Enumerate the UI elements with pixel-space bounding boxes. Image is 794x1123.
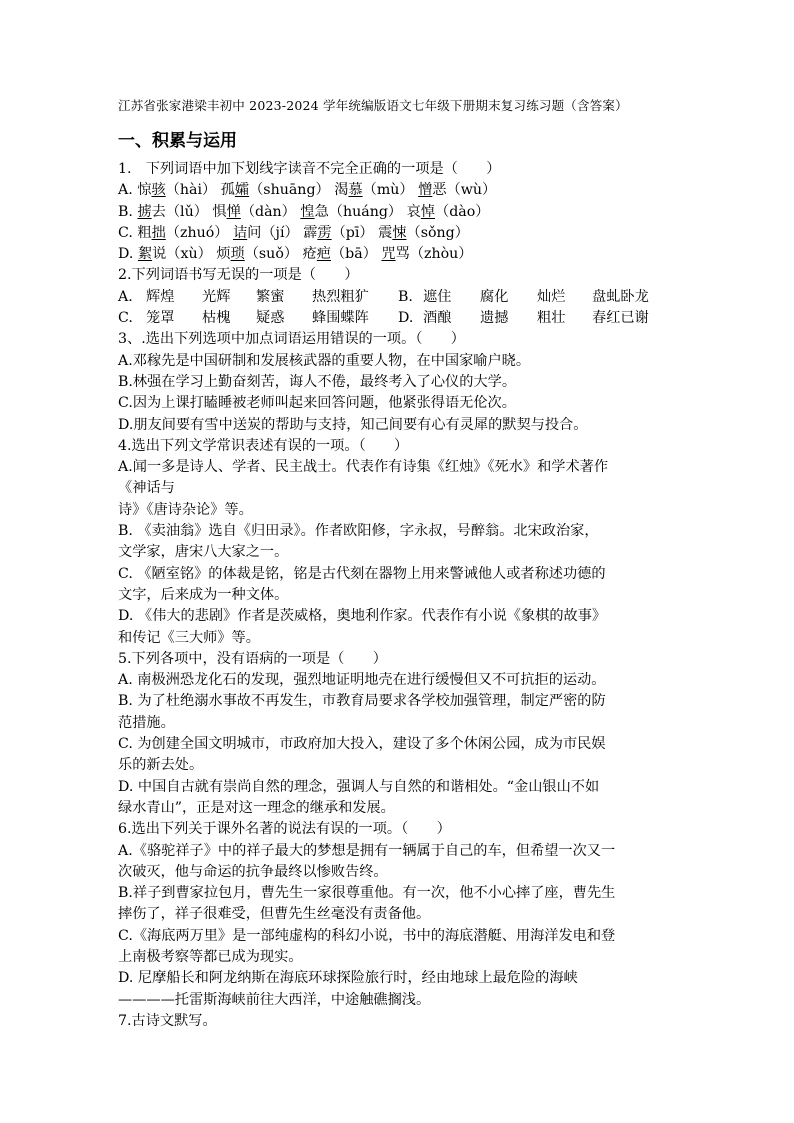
question-6-line: 次破灭，他与命运的抗争最终以惨败告终。: [118, 863, 388, 880]
option-word: 辉煌: [146, 288, 175, 305]
underlined-char: 絮: [137, 246, 153, 263]
underlined-char: 悼: [420, 203, 436, 220]
option-label: B.: [118, 203, 138, 220]
option-text: 骂（zhòu）: [395, 246, 473, 263]
option-label: A.: [118, 182, 138, 199]
option-text: 疮: [302, 246, 317, 263]
question-1-option-b: [118, 202, 678, 223]
question-1-stem: 1. 下列词语中加下划线字读音不完全正确的一项是（ ）: [118, 161, 501, 177]
option-word: 光辉: [202, 288, 231, 305]
question-5-line: B. 为了杜绝溺水事故不再发生，市教育局要求各学校加强管理，制定严密的防: [118, 693, 606, 710]
section-heading: 一、积累与运用: [118, 131, 237, 151]
option-word: 盘虬卧龙: [592, 288, 649, 305]
option-text: （shuāng）: [249, 182, 335, 199]
question-4-line: D. 《伟大的悲剧》作者是茨威格，奥地利作家。代表作有小说《象棋的故事》: [118, 608, 607, 625]
underlined-char: 咒: [381, 246, 396, 263]
question-6-line: 上南极考察等都已成为现实。: [118, 948, 303, 965]
question-6-line: 摔伤了，祥子很难受，但曹先生丝毫没有责备他。: [118, 906, 431, 923]
question-5-line: 乐的新去处。: [118, 757, 204, 774]
underlined-char: 诘: [232, 224, 248, 241]
question-3-option-b: B.林强在学习上勤奋刻苦，诲人不倦，最终考入了心仪的大学。: [118, 373, 517, 390]
option-text: 恶（wù）: [432, 182, 497, 199]
question-2-options-row: [118, 308, 678, 329]
option-text: （bā）: [330, 246, 382, 263]
option-label: C.: [118, 224, 138, 241]
option-text: 震: [378, 224, 393, 241]
option-text: （suǒ）: [244, 246, 303, 263]
option-word: 枯槐: [202, 310, 231, 327]
question-3-option-a: A.邓稼先是中国研制和发展核武器的重要人物，在中国家喻户晓。: [118, 352, 531, 369]
option-label: D.: [118, 246, 138, 263]
question-6-line: ————托雷斯海峡前往大西洋，中途触礁搁浅。: [118, 991, 431, 1008]
question-3-stem: 3、.选出下列选项中加点词语运用错误的一项。（ ）: [118, 331, 465, 348]
underlined-char: 掳: [137, 203, 152, 220]
question-5-line: 绿水青山”，正是对这一理念的继承和发展。: [118, 799, 395, 816]
option-word: 蜂围蝶阵: [312, 310, 369, 327]
underlined-char: 悚: [392, 224, 407, 241]
question-4-line: 和传记《三大师》等。: [118, 629, 260, 646]
option-text: （dàn）: [240, 203, 301, 220]
option-word: 遗撼: [480, 310, 509, 327]
question-3-option-c: C.因为上课打瞌睡被老师叫起来回答问题，他紧张得语无伦次。: [118, 395, 516, 412]
question-4-line: C. 《陋室铭》的体裁是铭，铭是古代刻在器物上用来警诫他人或者称述功德的: [118, 565, 606, 582]
underlined-char: 惶: [300, 203, 315, 220]
option-label: A.: [118, 288, 133, 305]
option-text: 惊: [137, 182, 152, 199]
underlined-char: 雳: [317, 224, 332, 241]
option-text: 说（xù）: [152, 246, 217, 263]
question-6-line: C.《海底两万里》是一部纯虚构的科幻小说，书中的海底潜艇、用海洋发电和登: [118, 927, 616, 944]
option-text: 霹: [303, 224, 318, 241]
question-3-option-d: D.朋友间要有雪中送炭的帮助与支持，知己间要有心有灵犀的默契与投合。: [118, 416, 588, 433]
underlined-char: 骇: [151, 182, 166, 199]
underlined-char: 憎: [418, 182, 433, 199]
question-4-line: 文字，后来成为一种文体。: [118, 586, 289, 603]
option-word: 疑惑: [256, 310, 285, 327]
option-word: 灿烂: [537, 288, 566, 305]
option-text: 烦: [216, 246, 231, 263]
question-4-line: A.闻一多是诗人、学者、民主战士。代表作有诗集《红烛》《死水》和学术著作: [118, 459, 609, 476]
underlined-char: 慕: [348, 182, 363, 199]
option-text: 粗: [137, 224, 152, 241]
question-4-line: 《神话与: [118, 480, 175, 497]
question-5-line: D. 中国自古就有崇尚自然的理念，强调人与自然的和谐相处。“金山银山不如: [118, 778, 600, 795]
underlined-char: 惮: [226, 203, 241, 220]
underlined-char: 孀: [234, 182, 250, 199]
option-word: 遮住: [423, 288, 452, 305]
option-text: 惧: [212, 203, 227, 220]
question-6-line: B.祥子到曹家拉包月，曹先生一家很尊重他。有一次，他不小心摔了座，曹先生: [118, 885, 616, 902]
underlined-char: 疤: [316, 246, 331, 263]
question-content: [118, 159, 678, 1032]
question-2-stem: 2.下列词语书写无误的一项是（ ）: [118, 267, 359, 284]
question-5-line: 范措施。: [118, 714, 175, 731]
option-text: 去（lǔ）: [151, 203, 213, 220]
question-6-line: D. 尼摩船长和阿龙纳斯在海底环球探险旅行时，经由地球上最危险的海峡: [118, 970, 578, 987]
option-text: 渴: [334, 182, 349, 199]
option-word: 春红已谢: [592, 310, 649, 327]
option-word: 腐化: [480, 288, 509, 305]
option-text: （dào）: [435, 203, 490, 220]
underlined-char: 琐: [230, 246, 245, 263]
question-1-option-d: [118, 244, 678, 265]
question-5-line: C. 为创建全国文明城市，市政府加大投入，建设了多个休闲公园，成为市民娱: [118, 736, 606, 753]
question-5-line: A. 南极洲恐龙化石的发现，强烈地证明地壳在进行缓慢但又不可抗拒的运动。: [118, 672, 606, 689]
option-label: C.: [118, 310, 133, 327]
question-4-stem: 4.选出下列文学常识表述有误的一项。（ ）: [118, 437, 409, 454]
question-7-stem: 7.古诗文默写。: [118, 1012, 217, 1029]
option-text: （hài）: [165, 182, 221, 199]
question-6-stem: 6.选出下列关于课外名著的说法有误的一项。（ ）: [118, 821, 451, 838]
document-title: 江苏省张家港梁丰初中 2023-2024 学年统编版语文七年级下册期末复习练习题（含答案）: [118, 98, 628, 113]
option-word: 粗壮: [537, 310, 566, 327]
option-text: （zhuó）: [165, 224, 233, 241]
question-4-line: 诗》《唐诗杂论》等。: [118, 501, 253, 518]
option-word: 繁蜜: [256, 288, 285, 305]
option-word: 笼罩: [146, 310, 175, 327]
option-word: 热烈粗犷: [312, 288, 369, 305]
option-text: 问（jí）: [247, 224, 304, 241]
option-text: 哀: [406, 203, 421, 220]
question-4-line: 文学家，唐宋八大家之一。: [118, 544, 289, 561]
option-label: B.: [398, 288, 413, 305]
underlined-char: 拙: [151, 224, 166, 241]
question-6-line: A.《骆驼祥子》中的祥子最大的梦想是拥有一辆属于自己的车，但希望一次又一: [118, 842, 616, 859]
option-text: （pī）: [331, 224, 379, 241]
question-4-line: B. 《卖油翁》选自《归田录》。作者欧阳修，字永叔，号醉翁。北宋政治家，: [118, 523, 599, 540]
question-1-option-c: [118, 223, 678, 244]
option-word: 酒酿: [423, 310, 452, 327]
option-text: （mù）: [362, 182, 419, 199]
option-text: 孤: [220, 182, 235, 199]
option-text: （sǒng）: [406, 224, 469, 241]
option-label: D.: [398, 310, 414, 327]
question-5-stem: 5.下列各项中，没有语病的一项是（ ）: [118, 650, 387, 667]
question-1-option-a: [118, 180, 678, 201]
question-2-options-row: [118, 287, 678, 308]
option-text: 急（huáng）: [314, 203, 407, 220]
